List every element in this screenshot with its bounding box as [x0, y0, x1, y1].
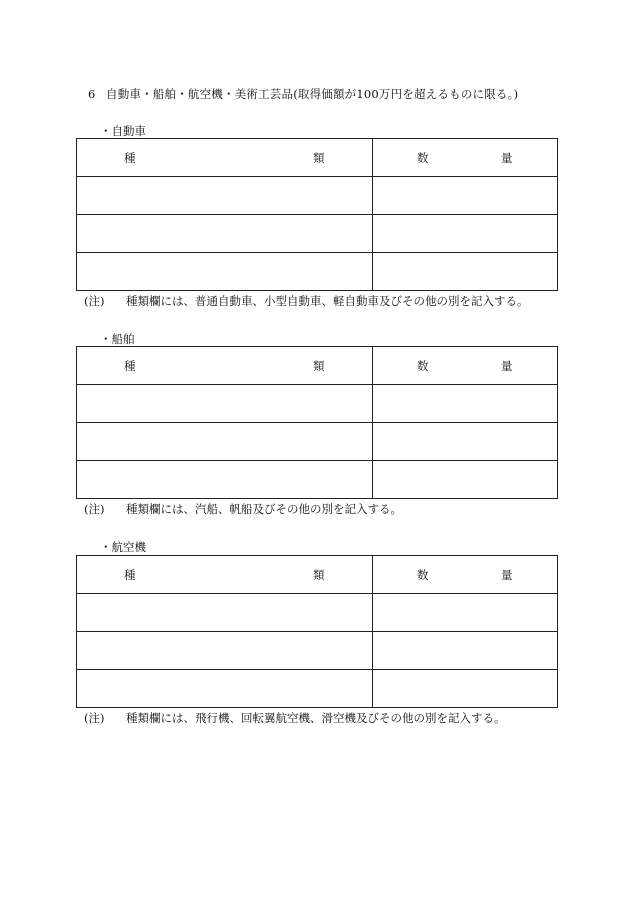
quantity-header	[373, 347, 558, 385]
note-text: 種類欄には、飛行機、回転翼航空機、滑空機及びその他の別を記入する。	[126, 711, 506, 725]
asset-table	[76, 555, 558, 708]
table-row	[77, 385, 558, 423]
kind-cell[interactable]	[77, 632, 373, 670]
section-note	[84, 501, 402, 517]
note-text: 種類欄には、汽船、帆船及びその他の別を記入する。	[126, 502, 402, 516]
quantity-cell[interactable]	[373, 423, 558, 461]
table-row	[77, 670, 558, 708]
section-heading	[88, 86, 518, 102]
note-tag: (注)	[84, 294, 105, 308]
quantity-cell[interactable]	[373, 215, 558, 253]
quantity-header	[373, 139, 558, 177]
kind-cell[interactable]	[77, 594, 373, 632]
kind-cell[interactable]	[77, 670, 373, 708]
section-note	[84, 710, 506, 726]
kind-header	[77, 556, 373, 594]
quantity-header-right: 量	[501, 567, 513, 582]
asset-table	[76, 346, 558, 499]
section-label: ・航空機	[100, 540, 146, 554]
table-header-row	[77, 347, 558, 385]
kind-header	[77, 139, 373, 177]
quantity-header-right: 量	[501, 150, 513, 165]
note-tag: (注)	[84, 502, 105, 516]
kind-cell[interactable]	[77, 461, 373, 499]
quantity-cell[interactable]	[373, 253, 558, 291]
heading-text: 自動車・船舶・航空機・美術工芸品(取得価額が100万円を超えるものに限る。)	[106, 87, 519, 101]
table-row	[77, 253, 558, 291]
quantity-cell[interactable]	[373, 461, 558, 499]
section-label: ・船舶	[100, 332, 135, 346]
kind-header-left: 種	[124, 358, 136, 373]
table-row	[77, 594, 558, 632]
kind-cell[interactable]	[77, 423, 373, 461]
table-row	[77, 632, 558, 670]
table-row	[77, 423, 558, 461]
kind-cell[interactable]	[77, 253, 373, 291]
quantity-cell[interactable]	[373, 594, 558, 632]
kind-header-right: 類	[313, 150, 325, 165]
heading-number: 6	[88, 87, 96, 101]
table-row	[77, 215, 558, 253]
kind-header-left: 種	[124, 150, 136, 165]
quantity-cell[interactable]	[373, 670, 558, 708]
note-text: 種類欄には、普通自動車、小型自動車、軽自動車及びその他の別を記入する。	[126, 294, 529, 308]
kind-header	[77, 347, 373, 385]
quantity-cell[interactable]	[373, 385, 558, 423]
table-header-row	[77, 139, 558, 177]
kind-cell[interactable]	[77, 215, 373, 253]
table-row	[77, 177, 558, 215]
note-tag: (注)	[84, 711, 105, 725]
section-label: ・自動車	[100, 124, 146, 138]
kind-header-right: 類	[313, 358, 325, 373]
asset-table	[76, 138, 558, 291]
quantity-header-right: 量	[501, 358, 513, 373]
quantity-header-left: 数	[417, 358, 429, 373]
quantity-header-left: 数	[417, 150, 429, 165]
quantity-cell[interactable]	[373, 632, 558, 670]
kind-cell[interactable]	[77, 385, 373, 423]
section-note	[84, 293, 529, 309]
quantity-header	[373, 556, 558, 594]
quantity-header-left: 数	[417, 567, 429, 582]
table-header-row	[77, 556, 558, 594]
kind-header-left: 種	[124, 567, 136, 582]
kind-header-right: 類	[313, 567, 325, 582]
table-row	[77, 461, 558, 499]
kind-cell[interactable]	[77, 177, 373, 215]
quantity-cell[interactable]	[373, 177, 558, 215]
